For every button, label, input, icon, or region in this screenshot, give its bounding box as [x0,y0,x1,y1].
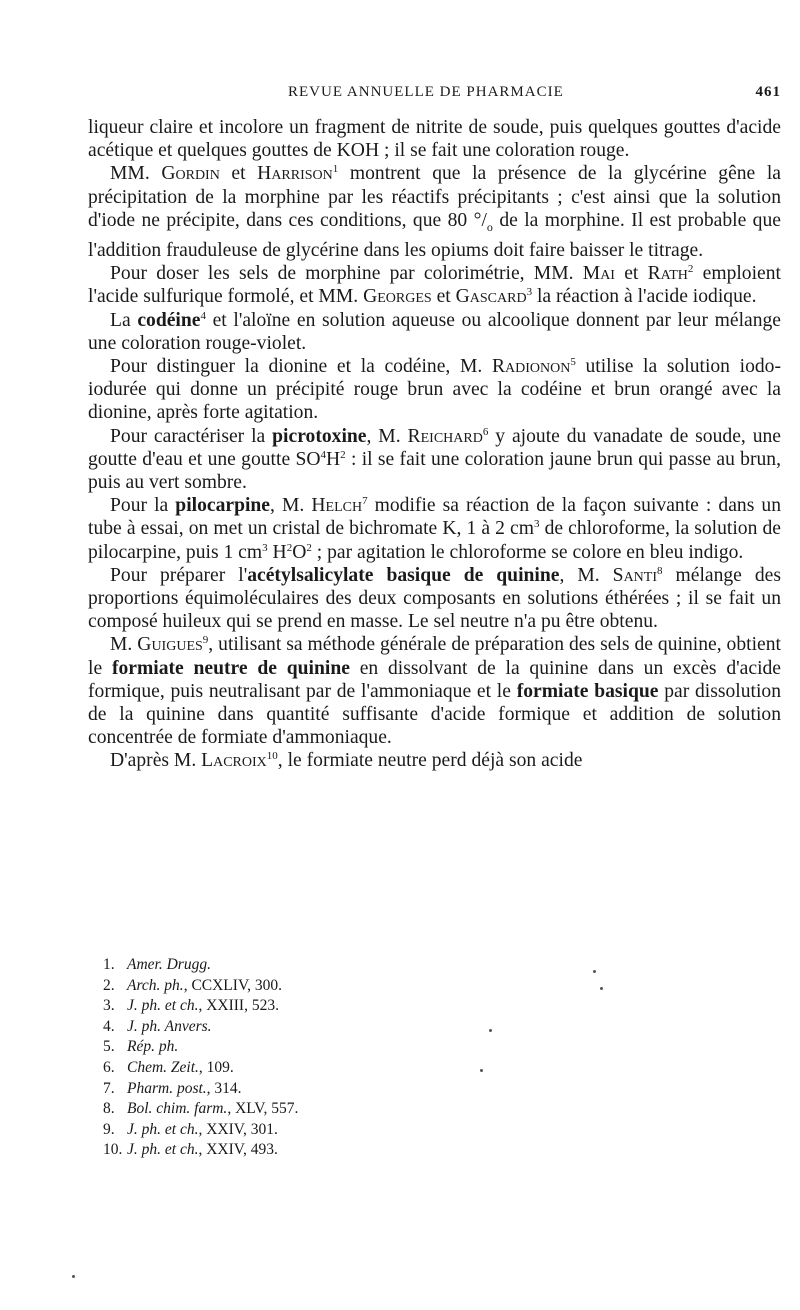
bold-term: picrotoxine [272,425,367,447]
footnote [103,1079,603,1100]
superscript: 4 [200,309,206,322]
text-run: MM. [110,163,162,185]
text-run: ; par agitation le chloroforme se colore en bleu indigo. [311,541,744,563]
author-name: Gordin [161,163,220,185]
footnote-number: 8. [103,1100,115,1118]
text-run: y ajoute du vanadate de soude, une goutte d'eau et une goutte SO [88,425,781,470]
footnote-number: 4. [103,1017,115,1035]
author-name: Gascard [455,286,527,308]
footnote-reference: , 109. [198,1058,234,1076]
text-run: la réaction à l'acide iodique. [532,286,757,308]
text-run: de chloroforme, la solution de pilocarpine, puis 1 cm [88,518,781,563]
footnote [103,1017,603,1038]
superscript: 2 [340,448,346,461]
footnote-source: J. ph. Anvers. [127,1017,212,1035]
paragraph [88,749,781,772]
running-header [88,84,781,108]
paragraph [88,309,781,355]
footnotes [103,955,603,1161]
text-run: et [431,286,456,308]
body-text [88,116,781,773]
paragraph [88,633,781,749]
text-run: , utilisant sa méthode générale de préparation des sels de quinine, obtient le [88,634,781,679]
paragraph [88,425,781,495]
footnote-reference: , XLV, 557. [227,1100,299,1118]
paragraph [88,262,781,308]
footnote-source: Bol. chim. farm. [127,1100,228,1118]
author-name: Reichard [407,425,483,447]
footnote-number: 6. [103,1058,115,1076]
footnote-source: J. ph. et ch. [127,997,199,1015]
text-run: et [219,163,258,185]
superscript: 9 [202,634,209,647]
paragraph [88,116,781,162]
text-run: de la morphine. Il est probable que l'addition frauduleuse de glycérine dans les opiums doit faire baisser le titrage. [88,209,781,261]
author-name: Helch [311,495,363,517]
author-name: Lacroix [201,750,267,772]
superscript: 7 [362,495,368,508]
footnote-source: J. ph. et ch. [127,1120,199,1138]
superscript: 3 [534,518,540,531]
footnote [103,1120,603,1141]
superscript: 10 [266,750,278,763]
bold-term: formiate basique [516,680,659,702]
footnote-reference: , CCXLIV, 300. [183,976,283,994]
superscript: 2 [306,541,312,554]
bold-term: codéine [137,309,201,331]
text-run: en dissolvant de la quinine dans un excès d'acide formique, puis neutralisant par de l'ammoniaque et le [88,657,782,702]
page-number: 461 [755,84,781,100]
author-name: Radionon [491,355,571,377]
text-run: par dissolution de la quinine dans quantité suffisante d'acide formique et addition de solution concentrée de formiate d'ammoniaque. [88,680,781,749]
text-run: Pour caractériser la [110,425,273,447]
text-run: D'après M. [110,750,202,772]
text-run: H [267,541,287,563]
author-name: Georges [363,286,432,308]
footnote-number: 5. [103,1038,115,1056]
paragraph [88,162,781,262]
text-run: o [486,219,493,234]
footnote [103,976,603,997]
superscript: 3 [262,541,268,554]
text-run: , M. [270,495,312,517]
footnote-number: 1. [103,956,115,973]
print-speck [72,1275,75,1278]
footnote-reference: , XXIV, 493. [198,1141,278,1159]
superscript: 2 [687,263,694,276]
superscript: 4 [320,448,326,461]
author-name: Harrison [257,163,333,185]
print-speck [480,1069,483,1072]
journal-title: REVUE ANNUELLE DE PHARMACIE [288,84,564,100]
author-name: Santi [612,564,658,586]
text-run: emploient l'acide sulfurique formolé, et MM. [88,263,781,308]
superscript: 3 [526,286,533,299]
text-run: liqueur claire et incolore un fragment de nitrite de soude, puis quelques gouttes d'acide acétique et quelques gouttes de KOH ; il se fait une coloration rouge. [88,117,781,162]
text-run: Pour la [110,495,176,517]
bold-term: acétylsalicylate basique de quinine [247,564,560,586]
author-name: Guigues [137,634,203,656]
superscript: 6 [482,425,489,438]
text-run: M. [110,634,138,656]
superscript: 8 [657,564,663,577]
footnote-reference: , XXIII, 523. [198,997,279,1015]
footnote-source: Amer. Drugg. [127,956,211,973]
print-speck [600,987,603,990]
footnote-source: Rép. ph. [127,1038,179,1056]
print-speck [489,1029,492,1032]
footnote [103,1140,603,1161]
superscript: 2 [286,541,293,554]
footnote [103,955,603,976]
text-run: et l'aloïne en solution aqueuse ou alcoolique donnent par leur mélange une coloration rouge-violet. [88,309,781,354]
text-run: Pour doser les sels de morphine par colorimétrie, MM. [110,263,583,285]
footnote-number: 7. [103,1079,115,1097]
bold-term: pilocarpine [175,495,271,517]
footnote [103,1037,603,1058]
text-run: Pour préparer l' [110,564,248,586]
text-run: modifie sa réaction de la façon suivante : dans un tube à essai, on met un cristal de bichromate K, 1 à 2 cm [88,495,781,540]
text-run: utilise la solution iodo-iodurée qui donne un précipité rouge brun avec la codéine et brun orangé avec la dionine, après forte agitation. [88,355,781,424]
footnote-number: 10. [103,1141,123,1159]
bold-term: formiate neutre de quinine [111,657,350,679]
text-run: montrent que la présence de la glycérine gêne la précipitation de la morphine par les réactifs précipitants ; c'est ainsi que la solution d'iode ne précipite, dans ces conditions, que 80 °/ [88,163,781,231]
footnote-number: 3. [103,997,115,1015]
text-run: O [292,541,307,563]
footnote-number: 9. [103,1120,115,1138]
text-run: mélange des proportions équimoléculaires des deux composants en solutions éthérées ; il se fait un composé huileux qui se prend en masse. Le sel neutre n'a pu être obtenu. [88,564,781,633]
superscript: 5 [570,355,576,368]
text-run: : il se fait une coloration jaune brun qui passe au brun, puis au vert sombre. [88,448,781,493]
text-run: , M. [366,425,408,447]
superscript: 1 [332,163,339,176]
author-name: Mai [582,263,615,285]
footnote [103,1099,603,1120]
footnote-source: J. ph. et ch. [127,1141,199,1159]
text-run: H [326,448,341,470]
author-name: Rath [647,263,688,285]
text-run: Pour distinguer la dionine et la codéine, M. [110,355,492,377]
paragraph [88,355,781,425]
footnote-reference: , XXIV, 301. [198,1120,278,1138]
text-run: et [614,263,648,285]
text-run: La [110,309,138,331]
footnote-reference: , 314. [206,1079,242,1097]
footnote-source: Arch. ph. [127,976,184,994]
footnote-number: 2. [103,976,115,994]
text-run: , le formiate neutre perd déjà son acide [277,750,583,772]
footnote-source: Pharm. post. [127,1079,207,1097]
paragraph [88,564,781,634]
footnote [103,996,603,1017]
text-run: , M. [559,564,613,586]
print-speck [593,970,596,973]
footnote-source: Chem. Zeit. [127,1058,199,1076]
paragraph [88,494,781,564]
footnote [103,1058,603,1079]
